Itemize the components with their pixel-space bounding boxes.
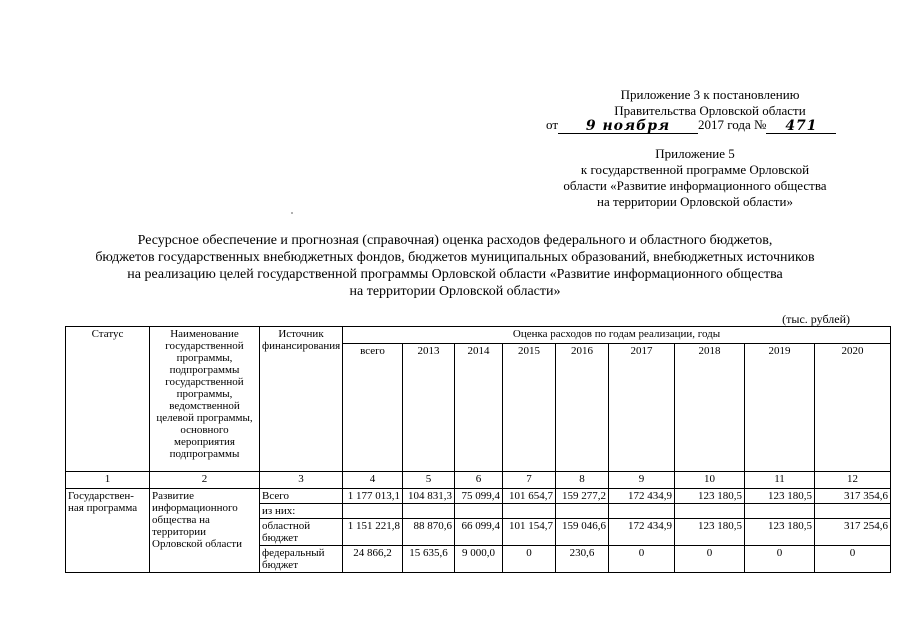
title-line3: на реализацию целей государственной программы Орловской области «Развитие информационного общества <box>127 267 783 282</box>
value-cell <box>815 504 891 519</box>
value-cell: 123 180,5 <box>675 489 745 504</box>
column-number: 12 <box>815 472 891 489</box>
value-cell: 75 099,4 <box>455 489 503 504</box>
value-cell <box>343 504 403 519</box>
column-number: 3 <box>260 472 343 489</box>
column-number: 9 <box>609 472 675 489</box>
column-number: 8 <box>556 472 609 489</box>
header-year: 2013 <box>403 344 455 472</box>
header-estimate: Оценка расходов по годам реализации, годы <box>343 327 891 344</box>
program-name-cell: Развитие информационного общества на территории Орловской области <box>150 489 260 573</box>
value-cell <box>455 504 503 519</box>
document-title <box>60 232 850 300</box>
column-number: 2 <box>150 472 260 489</box>
value-cell: 123 180,5 <box>675 519 745 546</box>
appendix5-line2: к государственной программе Орловской <box>580 162 810 177</box>
value-cell: 0 <box>745 546 815 573</box>
title-line4: на территории Орловской области» <box>349 284 561 299</box>
value-cell: 101 654,7 <box>503 489 556 504</box>
value-cell <box>609 504 675 519</box>
value-cell: 15 635,6 <box>403 546 455 573</box>
value-cell: 0 <box>503 546 556 573</box>
value-cell: 88 870,6 <box>403 519 455 546</box>
column-number: 10 <box>675 472 745 489</box>
source-cell: Всего <box>260 489 343 504</box>
value-cell: 317 354,6 <box>815 489 891 504</box>
value-cell: 172 434,9 <box>609 489 675 504</box>
appendix3-header <box>560 87 860 119</box>
column-number: 6 <box>455 472 503 489</box>
decree-date-line <box>546 116 851 134</box>
status-cell: Государствен- ная программа <box>66 489 150 573</box>
header-year: 2018 <box>675 344 745 472</box>
units-label: (тыс. рублей) <box>782 312 850 326</box>
value-cell: 1 177 013,1 <box>343 489 403 504</box>
source-cell: из них: <box>260 504 343 519</box>
header-year: 2019 <box>745 344 815 472</box>
header-year: 2020 <box>815 344 891 472</box>
column-number: 1 <box>66 472 150 489</box>
header-year: 2016 <box>556 344 609 472</box>
value-cell <box>403 504 455 519</box>
title-line1: Ресурсное обеспечение и прогнозная (справочная) оценка расходов федерального и областного бюджетов, <box>137 233 773 248</box>
appendix5-line3: области «Развитие информационного общества <box>563 178 827 193</box>
header-status: Статус <box>66 327 150 472</box>
value-cell: 172 434,9 <box>609 519 675 546</box>
value-cell: 123 180,5 <box>745 519 815 546</box>
value-cell: 104 831,3 <box>403 489 455 504</box>
appendix5-line1: Приложение 5 <box>655 146 735 161</box>
header-year: 2014 <box>455 344 503 472</box>
value-cell: 159 277,2 <box>556 489 609 504</box>
value-cell <box>675 504 745 519</box>
column-number: 4 <box>343 472 403 489</box>
appendix3-line1: Приложение 3 к постановлению <box>620 87 800 102</box>
value-cell: 9 000,0 <box>455 546 503 573</box>
value-cell <box>556 504 609 519</box>
appendix3-line2: Правительства Орловской области <box>614 103 806 118</box>
header-source: Источник финансирования <box>260 327 343 472</box>
value-cell <box>503 504 556 519</box>
value-cell: 0 <box>609 546 675 573</box>
from-prefix: от <box>546 117 559 132</box>
value-cell: 101 154,7 <box>503 519 556 546</box>
value-cell <box>745 504 815 519</box>
column-number: 7 <box>503 472 556 489</box>
value-cell: 317 254,6 <box>815 519 891 546</box>
year-text: 2017 года № <box>698 117 767 132</box>
value-cell: 123 180,5 <box>745 489 815 504</box>
table-header-row-1 <box>66 327 891 344</box>
appendix5-line4: на территории Орловской области» <box>597 194 793 209</box>
expenses-table <box>65 326 891 573</box>
scan-speck <box>291 212 293 214</box>
header-program-name: Наименование государственной программы, подпрограммы государственной программы, ведомственной целевой программы, основного мероприятия подпрограммы <box>150 327 260 472</box>
value-cell: 230,6 <box>556 546 609 573</box>
column-number: 5 <box>403 472 455 489</box>
value-cell: 24 866,2 <box>343 546 403 573</box>
value-cell: 66 099,4 <box>455 519 503 546</box>
source-cell: федеральный бюджет <box>260 546 343 573</box>
appendix5-header <box>530 146 860 210</box>
handwritten-number: 471 <box>766 117 836 134</box>
header-year: всего <box>343 344 403 472</box>
value-cell: 0 <box>815 546 891 573</box>
value-cell: 159 046,6 <box>556 519 609 546</box>
source-cell: областной бюджет <box>260 519 343 546</box>
header-year: 2017 <box>609 344 675 472</box>
column-number-row <box>66 472 891 489</box>
value-cell: 1 151 221,8 <box>343 519 403 546</box>
table-row-total <box>66 489 891 504</box>
value-cell: 0 <box>675 546 745 573</box>
handwritten-date: 9 ноября <box>558 117 698 134</box>
title-line2: бюджетов государственных внебюджетных фондов, бюджетов муниципальных образований, внебюджетных источников <box>95 250 815 265</box>
header-year: 2015 <box>503 344 556 472</box>
column-number: 11 <box>745 472 815 489</box>
